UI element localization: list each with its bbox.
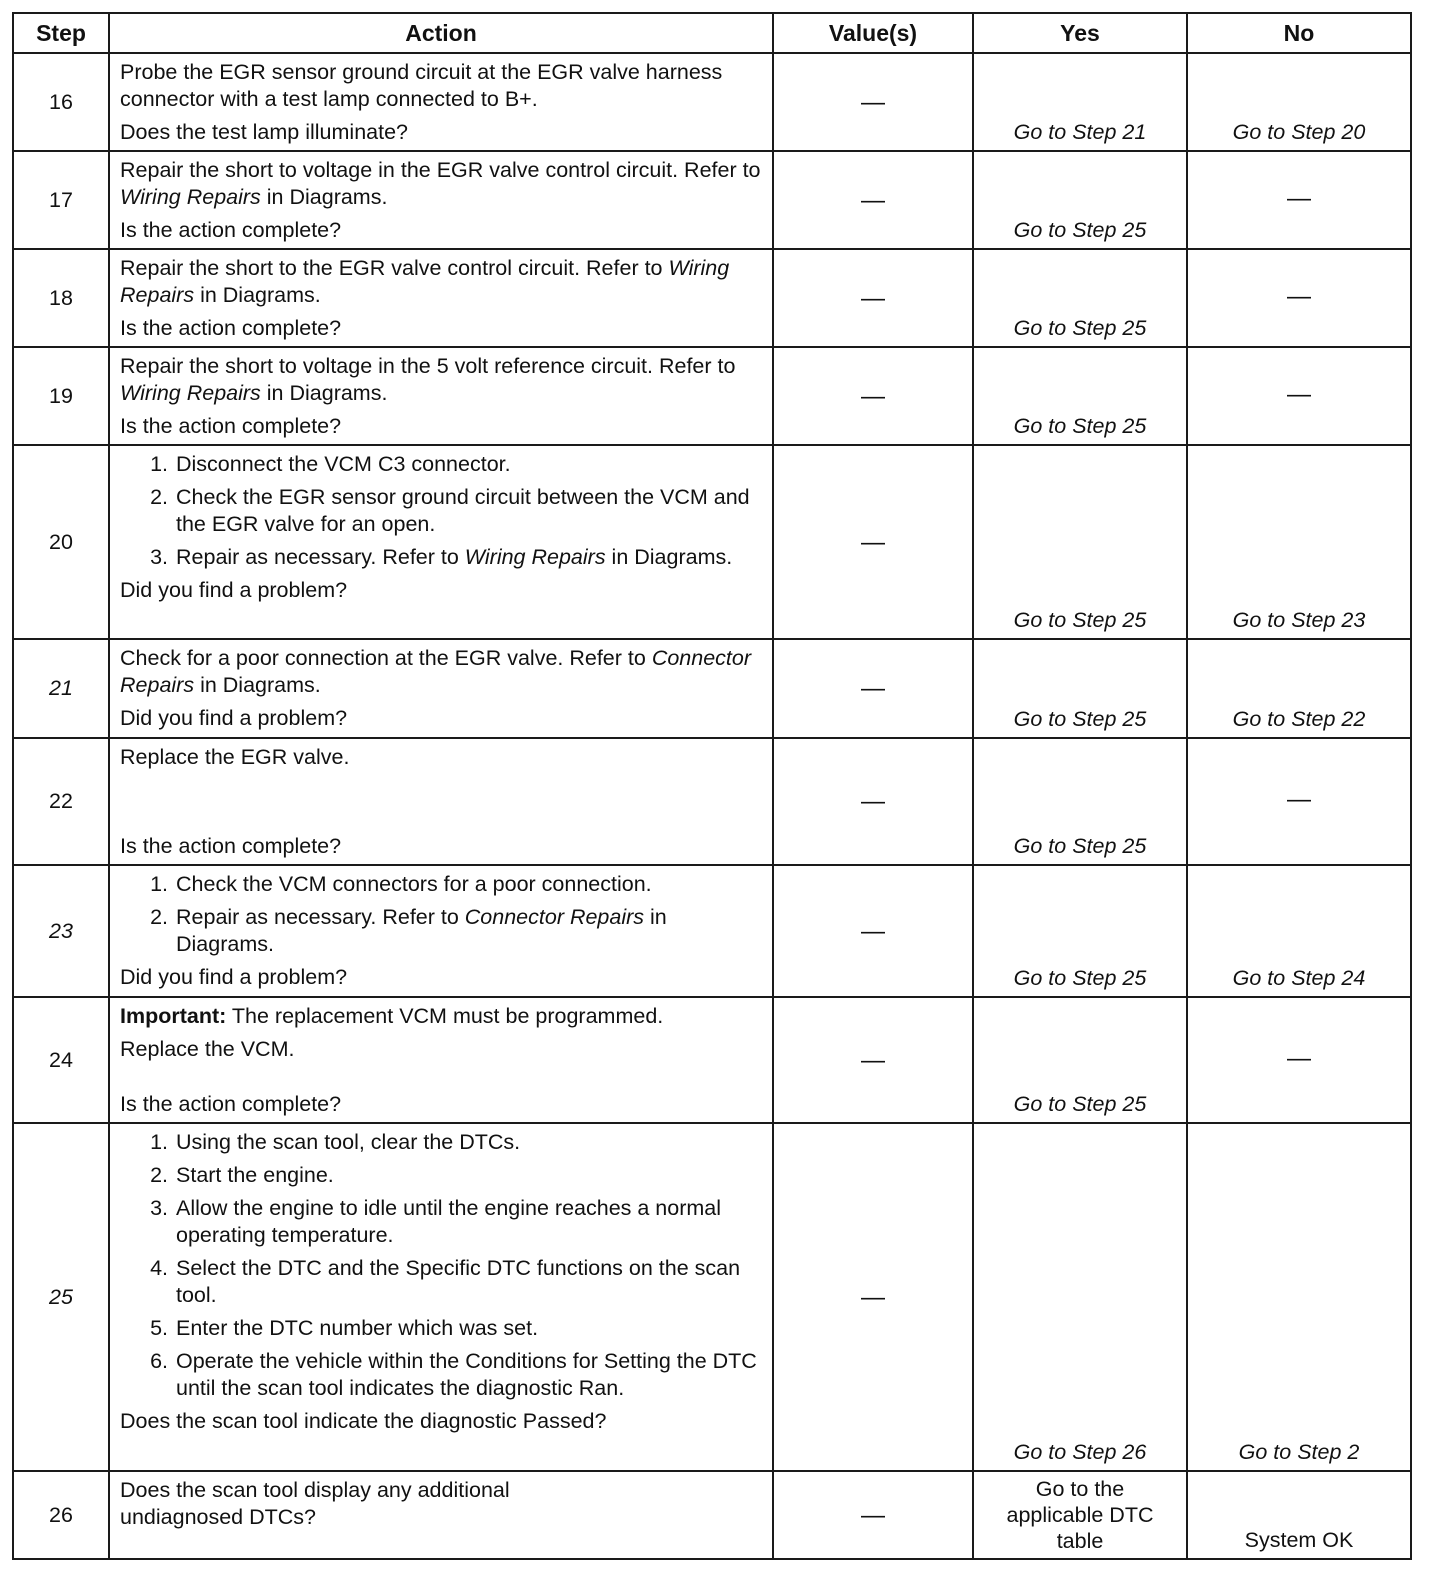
header-yes: Yes <box>973 13 1187 53</box>
no-cell: Go to Step 22 <box>1187 639 1411 738</box>
action-cell <box>109 997 773 1123</box>
step-number: 19 <box>13 347 109 445</box>
action-question: Is the action complete? <box>120 1092 342 1116</box>
action-cell <box>109 445 773 639</box>
action-cell <box>109 53 773 151</box>
action-text-part: Check for a poor connection at the EGR valve. Refer to <box>120 646 652 670</box>
action-text-part: in Diagrams. <box>176 905 667 956</box>
action-cell <box>109 639 773 738</box>
table-row <box>13 53 1411 151</box>
value-cell: — <box>773 865 973 997</box>
yes-cell: Go to Step 25 <box>973 151 1187 249</box>
step-number: 24 <box>13 997 109 1123</box>
action-question: Does the test lamp illuminate? <box>120 120 409 144</box>
action-text: Does the scan tool display any additional undiagnosed DTCs? <box>120 1478 510 1529</box>
action-steps-list <box>120 1129 762 1402</box>
action-question: Did you find a problem? <box>120 578 348 602</box>
action-text-part: in Diagrams. <box>194 283 321 307</box>
action-text-part: in Diagrams. <box>260 185 388 209</box>
action-text <box>120 645 762 699</box>
list-item: 2. Start the engine. <box>174 1162 762 1189</box>
action-question: Does the scan tool indicate the diagnostic Passed? <box>120 1409 607 1433</box>
yes-cell: Go to the applicable DTC table <box>973 1471 1187 1559</box>
table-row <box>13 1471 1411 1559</box>
table-row <box>13 997 1411 1123</box>
header-values: Value(s) <box>773 13 973 53</box>
action-cell <box>109 347 773 445</box>
spacer <box>120 1069 762 1091</box>
value-cell: — <box>773 445 973 639</box>
step-number: 26 <box>13 1471 109 1559</box>
value-cell: — <box>773 53 973 151</box>
value-cell: — <box>773 347 973 445</box>
list-item: 3. Allow the engine to idle until the engine reaches a normal operating temperature. <box>174 1195 762 1249</box>
action-question: Is the action complete? <box>120 218 342 242</box>
no-cell: — <box>1187 249 1411 347</box>
action-question: Is the action complete? <box>120 834 342 858</box>
action-cell <box>109 151 773 249</box>
action-text-part: Repair as necessary. Refer to <box>176 545 465 569</box>
value-cell: — <box>773 997 973 1123</box>
list-item: 5. Enter the DTC number which was set. <box>174 1315 762 1342</box>
no-cell: — <box>1187 997 1411 1123</box>
yes-cell: Go to Step 25 <box>973 249 1187 347</box>
no-cell: Go to Step 24 <box>1187 865 1411 997</box>
spacer <box>120 777 762 833</box>
yes-cell: Go to Step 25 <box>973 347 1187 445</box>
action-text <box>120 353 762 407</box>
yes-cell: Go to Step 25 <box>973 639 1187 738</box>
table-row <box>13 738 1411 865</box>
reference-link-text: Wiring Repairs <box>464 545 606 569</box>
list-item <box>174 904 762 958</box>
step-number: 18 <box>13 249 109 347</box>
table-row <box>13 639 1411 738</box>
action-cell <box>109 738 773 865</box>
action-text <box>120 255 762 309</box>
step-number: 20 <box>13 445 109 639</box>
reference-link-text: Wiring Repairs <box>120 256 730 307</box>
no-cell: System OK <box>1187 1471 1411 1559</box>
header-step: Step <box>13 13 109 53</box>
reference-link-text: Wiring Repairs <box>120 381 261 405</box>
table-row <box>13 151 1411 249</box>
action-text-part: Repair the short to voltage in the EGR valve control circuit. Refer to <box>120 158 761 182</box>
action-text-part: in Diagrams. <box>260 381 388 405</box>
action-text-part: Repair the short to the EGR valve control circuit. Refer to <box>120 256 669 280</box>
action-question: Did you find a problem? <box>120 706 348 730</box>
no-cell: Go to Step 20 <box>1187 53 1411 151</box>
list-item: 1. Disconnect the VCM C3 connector. <box>174 451 762 478</box>
no-cell: Go to Step 2 <box>1187 1123 1411 1471</box>
reference-link-text: Connector Repairs <box>464 905 645 929</box>
yes-cell: Go to Step 25 <box>973 997 1187 1123</box>
no-cell: — <box>1187 738 1411 865</box>
action-text-part: in Diagrams. <box>194 673 321 697</box>
action-text-part: Repair as necessary. Refer to <box>176 905 465 929</box>
step-number: 23 <box>13 865 109 997</box>
action-cell <box>109 1471 773 1559</box>
action-question: Is the action complete? <box>120 414 342 438</box>
action-cell <box>109 249 773 347</box>
important-note <box>120 1003 762 1030</box>
action-question: Is the action complete? <box>120 316 342 340</box>
yes-cell: Go to Step 25 <box>973 445 1187 639</box>
list-item: 1. Using the scan tool, clear the DTCs. <box>174 1129 762 1156</box>
important-label: Important: <box>120 1004 227 1028</box>
step-number: 16 <box>13 53 109 151</box>
list-item <box>174 544 762 571</box>
list-item: 6. Operate the vehicle within the Conditions for Setting the DTC until the scan tool indicates the diagnostic Ran. <box>174 1348 762 1402</box>
value-cell: — <box>773 151 973 249</box>
table-row <box>13 1123 1411 1471</box>
value-cell: — <box>773 1471 973 1559</box>
table-row <box>13 445 1411 639</box>
list-item: 2. Check the EGR sensor ground circuit between the VCM and the EGR valve for an open. <box>174 484 762 538</box>
yes-cell: Go to Step 21 <box>973 53 1187 151</box>
reference-link-text: Connector Repairs <box>120 646 752 697</box>
yes-cell: Go to Step 25 <box>973 738 1187 865</box>
header-row <box>13 13 1411 53</box>
diagnostic-table <box>12 12 1412 1560</box>
list-item: 1. Check the VCM connectors for a poor connection. <box>174 871 762 898</box>
header-no: No <box>1187 13 1411 53</box>
value-cell: — <box>773 1123 973 1471</box>
yes-cell: Go to Step 25 <box>973 865 1187 997</box>
action-question: Did you find a problem? <box>120 965 348 989</box>
action-text: Probe the EGR sensor ground circuit at the EGR valve harness connector with a test lamp connected to B+. <box>120 60 723 111</box>
value-cell: — <box>773 639 973 738</box>
no-cell: — <box>1187 347 1411 445</box>
step-number: 21 <box>13 639 109 738</box>
value-cell: — <box>773 738 973 865</box>
action-steps-list <box>120 451 762 571</box>
action-text-part: in Diagrams. <box>605 545 733 569</box>
important-text: The replacement VCM must be programmed. <box>226 1004 664 1028</box>
no-cell: Go to Step 23 <box>1187 445 1411 639</box>
value-cell: — <box>773 249 973 347</box>
header-action: Action <box>109 13 773 53</box>
step-number: 25 <box>13 1123 109 1471</box>
table-row <box>13 865 1411 997</box>
reference-link-text: Wiring Repairs <box>120 185 261 209</box>
action-cell <box>109 865 773 997</box>
table-row <box>13 347 1411 445</box>
diagnostic-document <box>12 12 1410 1560</box>
action-text: Replace the VCM. <box>120 1037 295 1061</box>
action-text-part: Repair the short to voltage in the 5 volt reference circuit. Refer to <box>120 354 736 378</box>
step-number: 17 <box>13 151 109 249</box>
no-cell: — <box>1187 151 1411 249</box>
yes-cell: Go to Step 26 <box>973 1123 1187 1471</box>
list-item: 4. Select the DTC and the Specific DTC functions on the scan tool. <box>174 1255 762 1309</box>
table-row <box>13 249 1411 347</box>
step-number: 22 <box>13 738 109 865</box>
action-cell <box>109 1123 773 1471</box>
action-text <box>120 157 762 211</box>
action-text: Replace the EGR valve. <box>120 745 350 769</box>
action-steps-list <box>120 871 762 958</box>
